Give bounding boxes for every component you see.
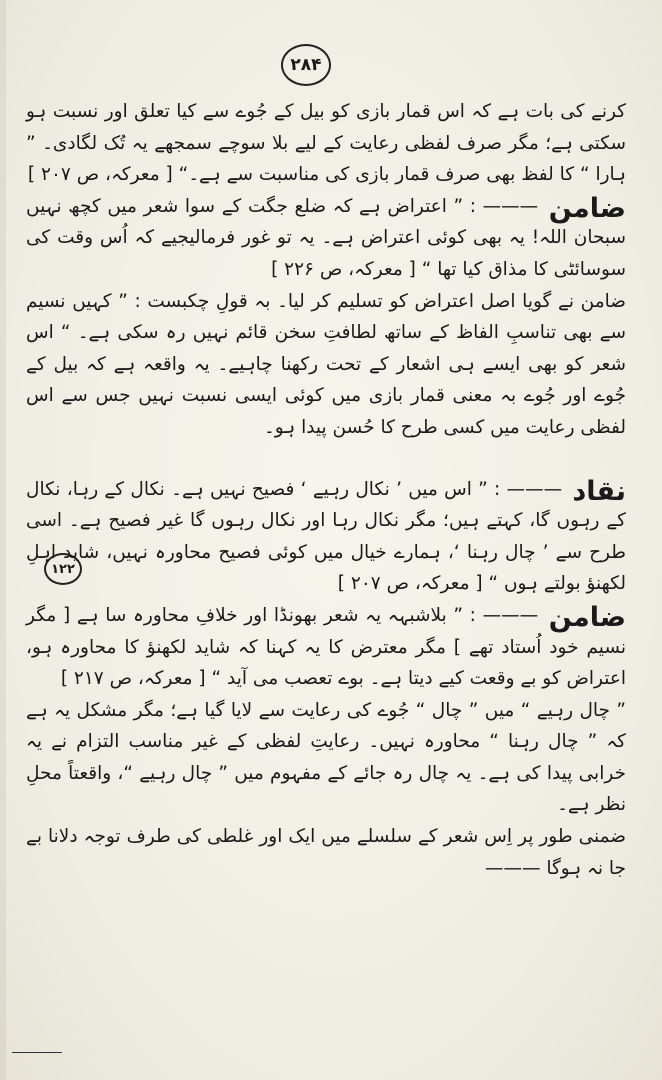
paragraph-text: ضامن نے گویا اصل اعتراض کو تسلیم کر لیا۔ بہ قولِ چکبست : ” کہیں نسیم سے بھی تناسبِ الفاظ کے ساتھ لطافتِ سخن قائم نہیں رہ سکی ہے۔ “ اس شعر کو بھی ایسے ہی اشعار کے تحت رکھنا چاہیے۔ یہ واقعہ ہے کہ بیل کے جُوے اور جُوے بہ معنی قمار بازی میں کوئی ایسی نسبت نہیں جس سے اس لفظی رعایت میں کسی طرح کا حُسن پیدا ہو۔ (26, 290, 626, 438)
paragraph-text: کرنے کی بات ہے کہ اس قمار بازی کو بیل کے جُوے سے کیا تعلق اور نسبت ہو سکتی ہے؛ مگر صرف لفظی رعایت کے لیے بلا سوچے سمجھے یہ تُک لگادی۔ ” ہارا “ کا لفظ بھی صرف قمار بازی کی مناسبت سے ہے۔“ (26, 101, 626, 186)
speaker-label: ضامن (548, 192, 626, 224)
paragraph-text: ” چال رہیے “ میں ” چال “ جُوے کی رعایت سے لایا گیا ہے؛ مگر مشکل یہ ہے کہ ” چال رہنا “ محاورہ نہیں۔ رعایتِ لفظی کے غیر مناسب التزام نے یہ خرابی پیدا کی ہے۔ یہ چال رہ جائے کے مفہوم میں ” چال رہیے “، واقعتاً محلِ نظر ہے۔ (26, 699, 626, 816)
paragraph-text: ——— : ” بلاشبہہ یہ شعر بھونڈا اور خلافِ محاورہ سا ہے [ مگر نسیم خود اُستاد تھے ] مگر معترض کا یہ کہنا کہ شاید لکھنؤ کا محاورہ ہو، اعتراض کو بے وقعت کیے دیتا ہے۔ بوے تعصب می آید “ (26, 604, 626, 690)
speaker-label: نقاد (572, 475, 626, 507)
page-edge-shadow (0, 0, 6, 1080)
citation: [ معرکہ، ص ۲۱۷ ] (60, 668, 206, 690)
speaker-label: ضامن (548, 601, 626, 633)
spacer (26, 444, 626, 474)
paragraph-3 (26, 286, 626, 444)
footer-rule (12, 1052, 62, 1053)
paragraph-2 (26, 191, 626, 286)
citation: [ معرکہ، ص ۲۲۶ ] (271, 258, 416, 280)
entry-number-badge: ۱۲۲ (44, 553, 82, 585)
citation: [ معرکہ، ص ۲۰۷ ] (27, 164, 173, 186)
page-number: ۲۸۴ (281, 44, 331, 86)
paragraph-5 (26, 600, 626, 695)
citation: [ معرکہ، ص ۲۰۷ ] (337, 573, 483, 595)
paragraph-text: ضمنی طور پر اِس شعر کے سلسلے میں ایک اور غلطی کی طرف توجہ دلانا بے جا نہ ہوگا ——— (26, 826, 626, 879)
paragraph-7 (26, 821, 626, 884)
paragraph-text: ——— : ” اس میں ’ نکال رہیے ‘ فصیح نہیں ہے۔ نکال کے رہا، نکال کے رہوں گا، کہتے ہیں؛ مگر نکال رہا اور نکال رہوں گا غیر فصیح ہے۔ اسی طرح سے ’ چال رہنا ‘، ہمارے خیال میں کوئی فصیح محاورہ نہیں، شاید اہلِ لکھنؤ بولتے ہوں “ (26, 478, 626, 595)
paragraph-text: ——— : ” اعتراض ہے کہ ضلع جگت کے سوا شعر میں کچھ نہیں سبحان اللہ! یہ بھی کوئی اعتراض ہے۔ یہ تو غور فرمالیجیے کہ اُس وقت کی سوسائٹی کا مذاق کیا تھا “ (26, 195, 626, 280)
page-body (26, 96, 626, 884)
paragraph-1 (26, 96, 626, 191)
paragraph-6 (26, 695, 626, 821)
paragraph-4 (26, 474, 626, 600)
